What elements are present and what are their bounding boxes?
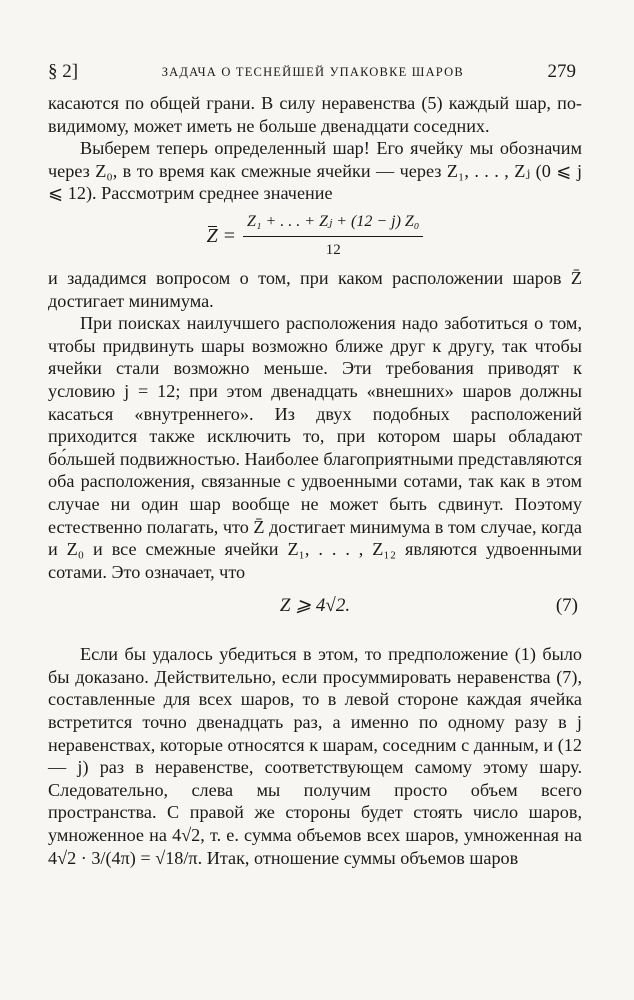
running-head (48, 58, 576, 86)
paragraph-2: Выберем теперь определенный шар! Его ячейку мы обозначим через Z₀, в то время как смежные ячейки — через Z₁, . . . , Zⱼ (0 ⩽ j ⩽ 12). Рассмотрим среднее значение (48, 138, 582, 204)
inequality-7 (48, 589, 582, 629)
inequality-expression: Z ⩾ 4√2. (279, 595, 351, 617)
section-marker: § 2] (48, 61, 79, 82)
formula-numerator: Z₁ + . . . + Zⱼ + (12 − j) Z₀ (243, 211, 423, 237)
formula-denominator: 12 (325, 241, 341, 258)
paragraph-3: и зададимся вопросом о том, при каком расположении шаров Z̄ достигает минимума. (48, 267, 582, 311)
mean-formula (48, 211, 582, 257)
body-text (48, 92, 582, 869)
chapter-title: ЗАДАЧА О ТЕСНЕЙШЕЙ УПАКОВКЕ ШАРОВ (161, 64, 464, 79)
paragraph-1: касаются по общей грани. В силу неравенства (5) каждый шар, по-видимому, может иметь не больше двенадцати соседних. (48, 93, 582, 136)
formula-equals: = (223, 224, 236, 247)
formula-fraction (243, 211, 423, 261)
paragraph-5: Если бы удалось убедиться в этом, то предположение (1) было бы доказано. Действительно, если просуммировать неравенства (7), составленные для всех шаров, то в левой стороне каждая ячейка встретится точно двенадцать раз, а именно по одному разу в j неравенствах, которые относятся к шарам, соседним с данным, и (12 — j) раз в неравенстве, соответствующем самому этому шару. Следовательно, слева мы получим просто объем всего пространства. С правой же стороны будет стоять число шаров, умноженное на 4√2, т. е. сумма объемов всех шаров, умноженная на 4√2 · 3/(4π) = √18/π. Итак, отношение суммы объемов шаров (48, 644, 582, 868)
formula-lhs: Z (206, 224, 218, 247)
paragraph-4: При поисках наилучшего расположения надо заботиться о том, чтобы придвинуть шары возможно ближе друг к другу, так чтобы ячейки стали возможно меньше. Эти требования приводят к условию j = 12; при этом двенадцать «внешних» шаров должны касаться «внутреннего». Из двух подобных расположений приходится также исключить то, при котором шары обладают бо́льшей подвижностью. Наиболее благоприятными представляются оба расположения, связанные с удвоенными сотами, так как в этом случае ни один шар вообще не может быть сдвинут. Поэтому естественно полагать, что Z̄ достигает минимума в том случае, когда и Z₀ и все смежные ячейки Z₁, . . . , Z₁₂ являются удвоенными сотами. Это означает, что (48, 313, 583, 582)
equation-number: (7) (555, 595, 578, 617)
page-number: 279 (547, 61, 576, 82)
